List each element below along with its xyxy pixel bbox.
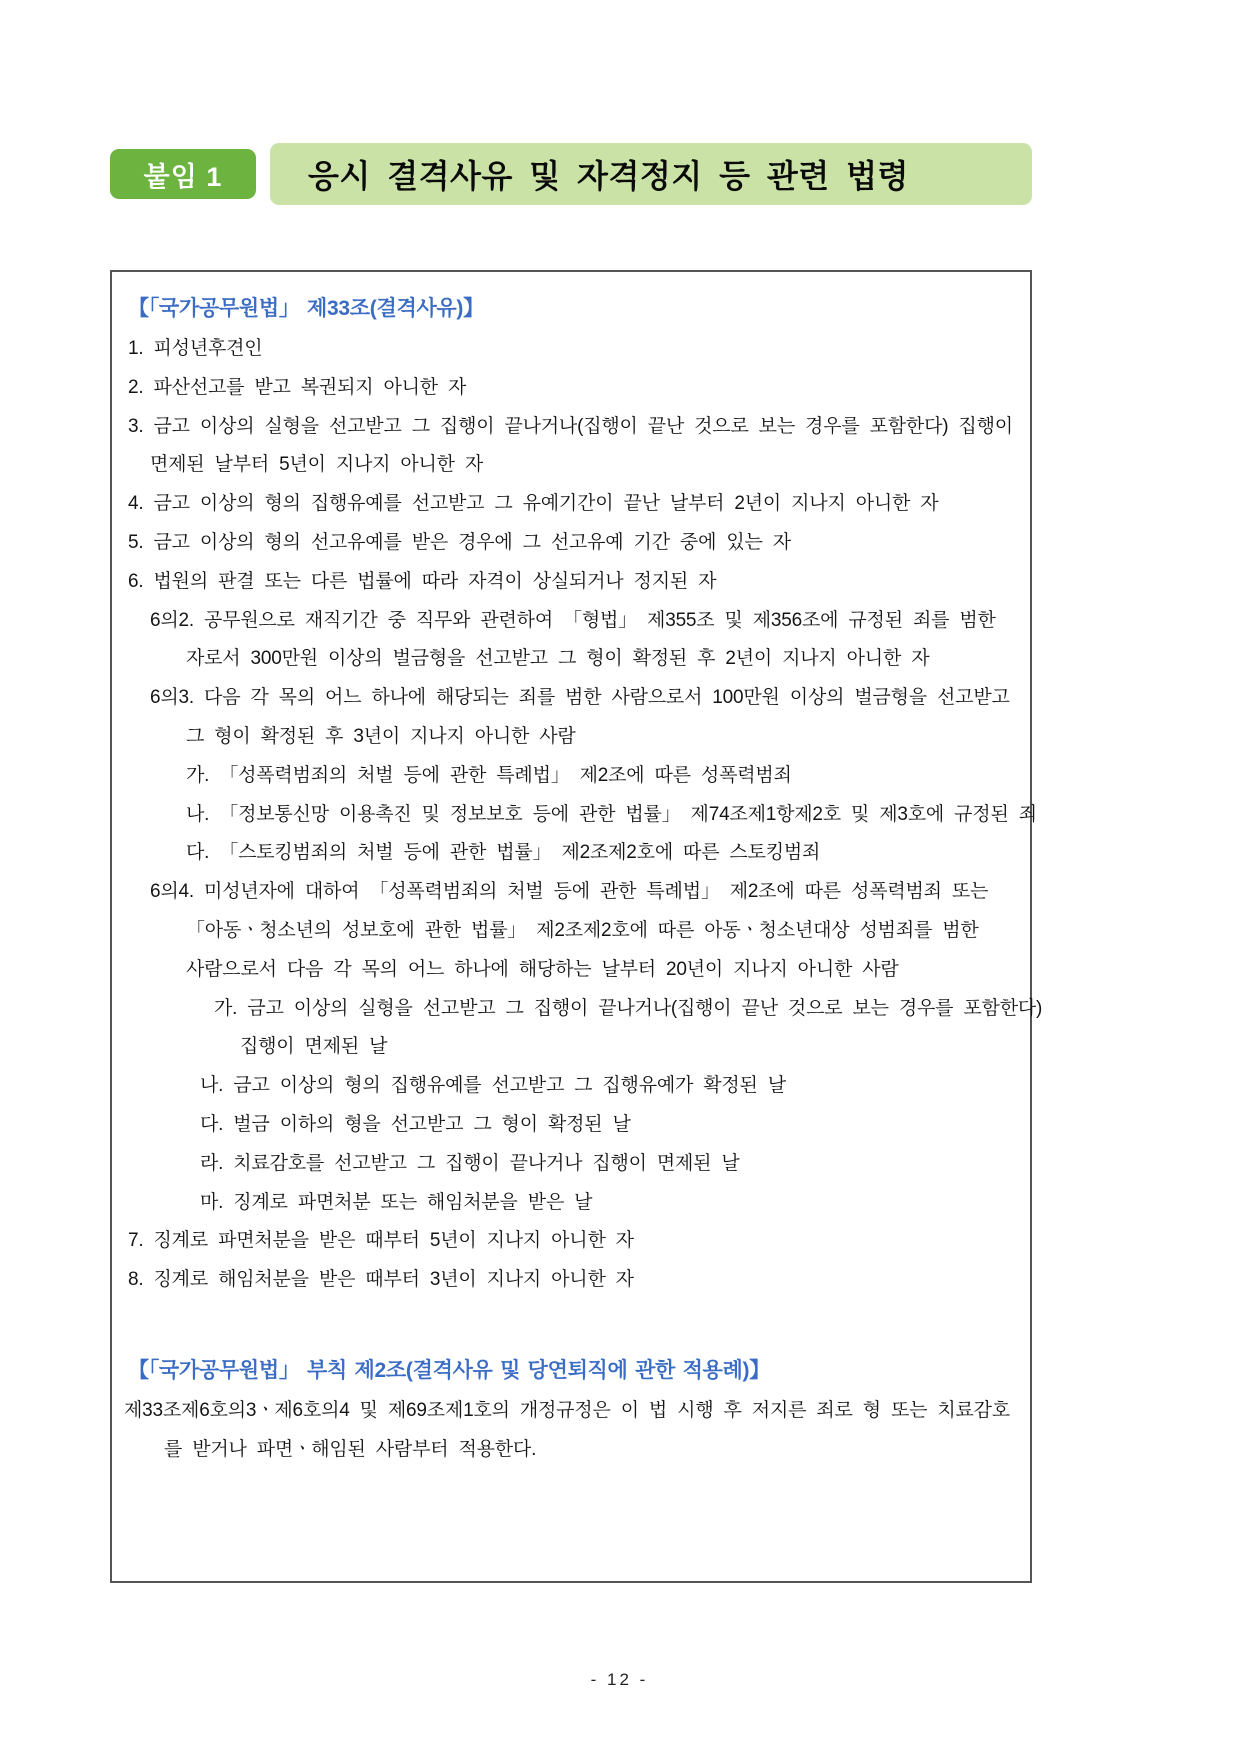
law-line: 1. 피성년후견인 [128, 338, 263, 359]
page-header [110, 143, 1032, 205]
law-line: 4. 금고 이상의 형의 집행유예를 선고받고 그 유예기간이 끝난 날부터 2년이 지나지 아니한 자 [128, 493, 939, 515]
law-line: 8. 징계로 해임처분을 받은 때부터 3년이 지나지 아니한 자 [128, 1269, 634, 1291]
attachment-badge: 붙임 1 [110, 149, 256, 199]
law-line: 5. 금고 이상의 형의 선고유예를 받은 경우에 그 선고유예 기간 중에 있는 자 [128, 531, 791, 553]
law-line: 를 받거나 파면ㆍ해임된 사람부터 적용한다. [164, 1438, 537, 1460]
law-line: 7. 징계로 파면처분을 받은 때부터 5년이 지나지 아니한 자 [128, 1230, 634, 1252]
section-heading: 【「국가공무원법」 부칙 제2조(결격사유 및 당연퇴직에 관한 적용례)】 [128, 1358, 770, 1382]
law-line: 라. 치료감호를 선고받고 그 집행이 끝나거나 집행이 면제된 날 [200, 1152, 740, 1174]
page-number: - 12 - [590, 1670, 649, 1689]
law-line: 3. 금고 이상의 실형을 선고받고 그 집행이 끝나거나(집행이 끝난 것으로 보는 경우를 포함한다) 집행이 [128, 415, 1013, 437]
law-line: 「아동ㆍ청소년의 성보호에 관한 법률」 제2조제2호에 따른 아동ㆍ청소년대상 성범죄를 범한 [186, 919, 979, 941]
law-line: 나. 「정보통신망 이용촉진 및 정보보호 등에 관한 법률」 제74조제1항제2호 및 제3호에 규정된 죄 [186, 803, 1037, 825]
law-section-article33 [112, 294, 1043, 1300]
law-line: 6의4. 미성년자에 대하여 「성폭력범죄의 처벌 등에 관한 특례법」 제2조에 따른 성폭력범죄 또는 [150, 881, 989, 903]
law-line: 자로서 300만원 이상의 벌금형을 선고받고 그 형이 확정된 후 2년이 지나지 아니한 자 [186, 648, 930, 670]
page-title: 응시 결격사유 및 자격정지 등 관련 법령 [308, 158, 909, 194]
law-content-box [110, 270, 1043, 1583]
law-line: 가. 금고 이상의 실형을 선고받고 그 집행이 끝나거나(집행이 끝난 것으로 보는 경우를 포함한다) [214, 997, 1043, 1019]
law-section-addendum [112, 1356, 1030, 1470]
law-line: 다. 벌금 이하의 형을 선고받고 그 형이 확정된 날 [200, 1113, 631, 1135]
law-line: 가. 「성폭력범죄의 처벌 등에 관한 특례법」 제2조에 따른 성폭력범죄 [186, 764, 792, 786]
law-line: 6의2. 공무원으로 재직기간 중 직무와 관련하여 「형법」 제355조 및 제356조에 규정된 죄를 범한 [150, 609, 996, 631]
law-line: 마. 징계로 파면처분 또는 해임처분을 받은 날 [200, 1191, 593, 1213]
section-heading: 【「국가공무원법」 제33조(결격사유)】 [128, 297, 484, 320]
title-bar [270, 143, 1032, 205]
law-line: 6의3. 다음 각 목의 어느 하나에 해당되는 죄를 범한 사람으로서 100만원 이상의 벌금형을 선고받고 [150, 687, 1010, 709]
law-line: 면제된 날부터 5년이 지나지 아니한 자 [150, 454, 484, 476]
law-line: 집행이 면제된 날 [240, 1036, 388, 1058]
law-line: 제33조제6호의3ㆍ제6호의4 및 제69조제1호의 개정규정은 이 법 시행 후 저지른 죄로 형 또는 치료감호 [124, 1399, 1010, 1421]
law-line: 나. 금고 이상의 형의 집행유예를 선고받고 그 집행유예가 확정된 날 [200, 1075, 786, 1097]
law-line: 그 형이 확정된 후 3년이 지나지 아니한 사람 [186, 725, 576, 747]
law-line: 2. 파산선고를 받고 복권되지 아니한 자 [128, 376, 467, 398]
law-line-list [112, 330, 1043, 1300]
law-line: 사람으로서 다음 각 목의 어느 하나에 해당하는 날부터 20년이 지나지 아니한 사람 [186, 958, 899, 980]
law-line-list [112, 1392, 1030, 1470]
law-line: 다. 「스토킹범죄의 처벌 등에 관한 법률」 제2조제2호에 따른 스토킹범죄 [186, 842, 821, 864]
law-line: 6. 법원의 판결 또는 다른 법률에 따라 자격이 상실되거나 정지된 자 [128, 570, 717, 592]
